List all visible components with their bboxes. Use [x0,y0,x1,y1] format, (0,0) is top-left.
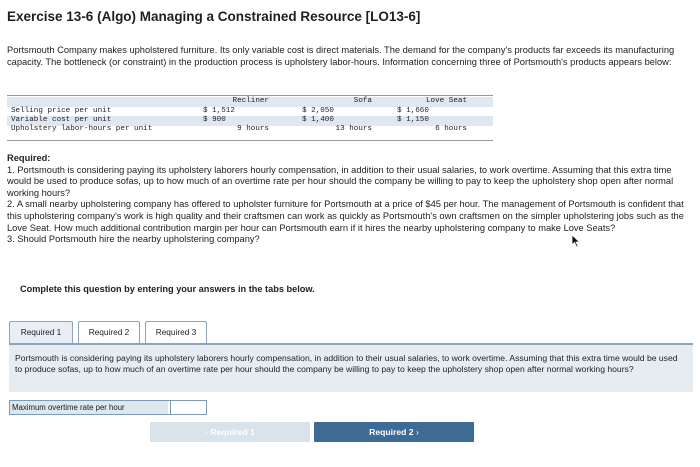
table-header-row [7,97,493,107]
previous-button[interactable] [150,422,310,442]
row-label: Selling price per unit [11,107,112,115]
row-label: Variable cost per unit [11,116,112,124]
required-item-1: 1. Portsmouth is considering paying its upholstery laborers hourly compensation, in addition to their usual salaries, to work overtime. Assuming that this extra time would be used to produce sofas, up to how much of an overtime rate per hour should the company be willing to pay to keep the upholstery shop open after normal working hours? [7,164,674,198]
required-item-3: 3. Should Portsmouth hire the nearby upholstering company? [7,234,260,245]
required-item-2: 2. A small nearby upholstering company has offered to upholster furniture for Portsmouth at a price of $45 per hour. The management of Portsmouth is confident that this upholstering company's work is high quality and their craftsmen can work as quickly as Portsmouth's own craftsmen on the simpler upholstering jobs such as the Love Seat. How much additional contribution margin per hour can Portsmouth earn if it hires the nearby upholstering company to make Love Seats? [7,199,684,233]
answer-row [9,400,207,415]
next-button[interactable] [314,422,474,442]
table-cell: $ 1,660 [397,107,429,115]
table-cell: 6 hours [435,125,467,133]
overtime-rate-input[interactable] [170,401,206,414]
column-header-recliner: Recliner [232,97,269,105]
required-section [7,153,695,246]
table-cell: $ 1,150 [397,116,429,124]
mouse-pointer-icon [571,234,581,248]
column-header-love-seat: Love Seat [425,97,467,105]
exercise-title: Exercise 13-6 (Algo) Managing a Constrained Resource [LO13-6] [7,9,421,24]
next-button-label: Required 2 [369,427,414,437]
column-header-sofa: Sofa [353,97,372,105]
answer-label: Maximum overtime rate per hour [10,401,168,414]
panel-question-text: Portsmouth is considering paying its upholstery laborers hourly compensation, in addition to their usual salaries, to work overtime. Assuming that this extra time would be used to produce sofas, up to how much of an overtime rate per hour should the company be willing to pay to keep the upholstery shop open after normal working hours? [15,353,678,374]
table-row [7,125,493,135]
table-cell: $ 1,512 [203,107,235,115]
question-panel [9,343,693,392]
table-cell: $ 1,400 [302,116,334,124]
chevron-right-icon: › [415,427,419,437]
previous-button-label: Required 1 [210,427,255,437]
chevron-left-icon: ‹ [205,427,209,437]
product-data-table [7,95,493,141]
tab-required-3[interactable]: Required 3 [145,321,207,343]
table-cell: $ 2,050 [302,107,334,115]
table-cell: 9 hours [237,125,269,133]
complete-instructions: Complete this question by entering your answers in the tabs below. [20,284,315,294]
table-cell: $ 900 [203,116,226,124]
table-cell: 13 hours [335,125,372,133]
intro-paragraph: Portsmouth Company makes upholstered furniture. Its only variable cost is direct materials. The demand for the company's products far exceeds its manufacturing capacity. The bottleneck (or constraint) in the production process is upholstery labor-hours. Information concerning three of Portsmouth's products appears below: [7,45,675,67]
row-label: Upholstery labor-hours per unit [11,125,153,133]
tab-required-1[interactable]: Required 1 [9,321,73,343]
required-heading: Required: [7,153,51,163]
tab-required-2[interactable]: Required 2 [78,321,140,343]
